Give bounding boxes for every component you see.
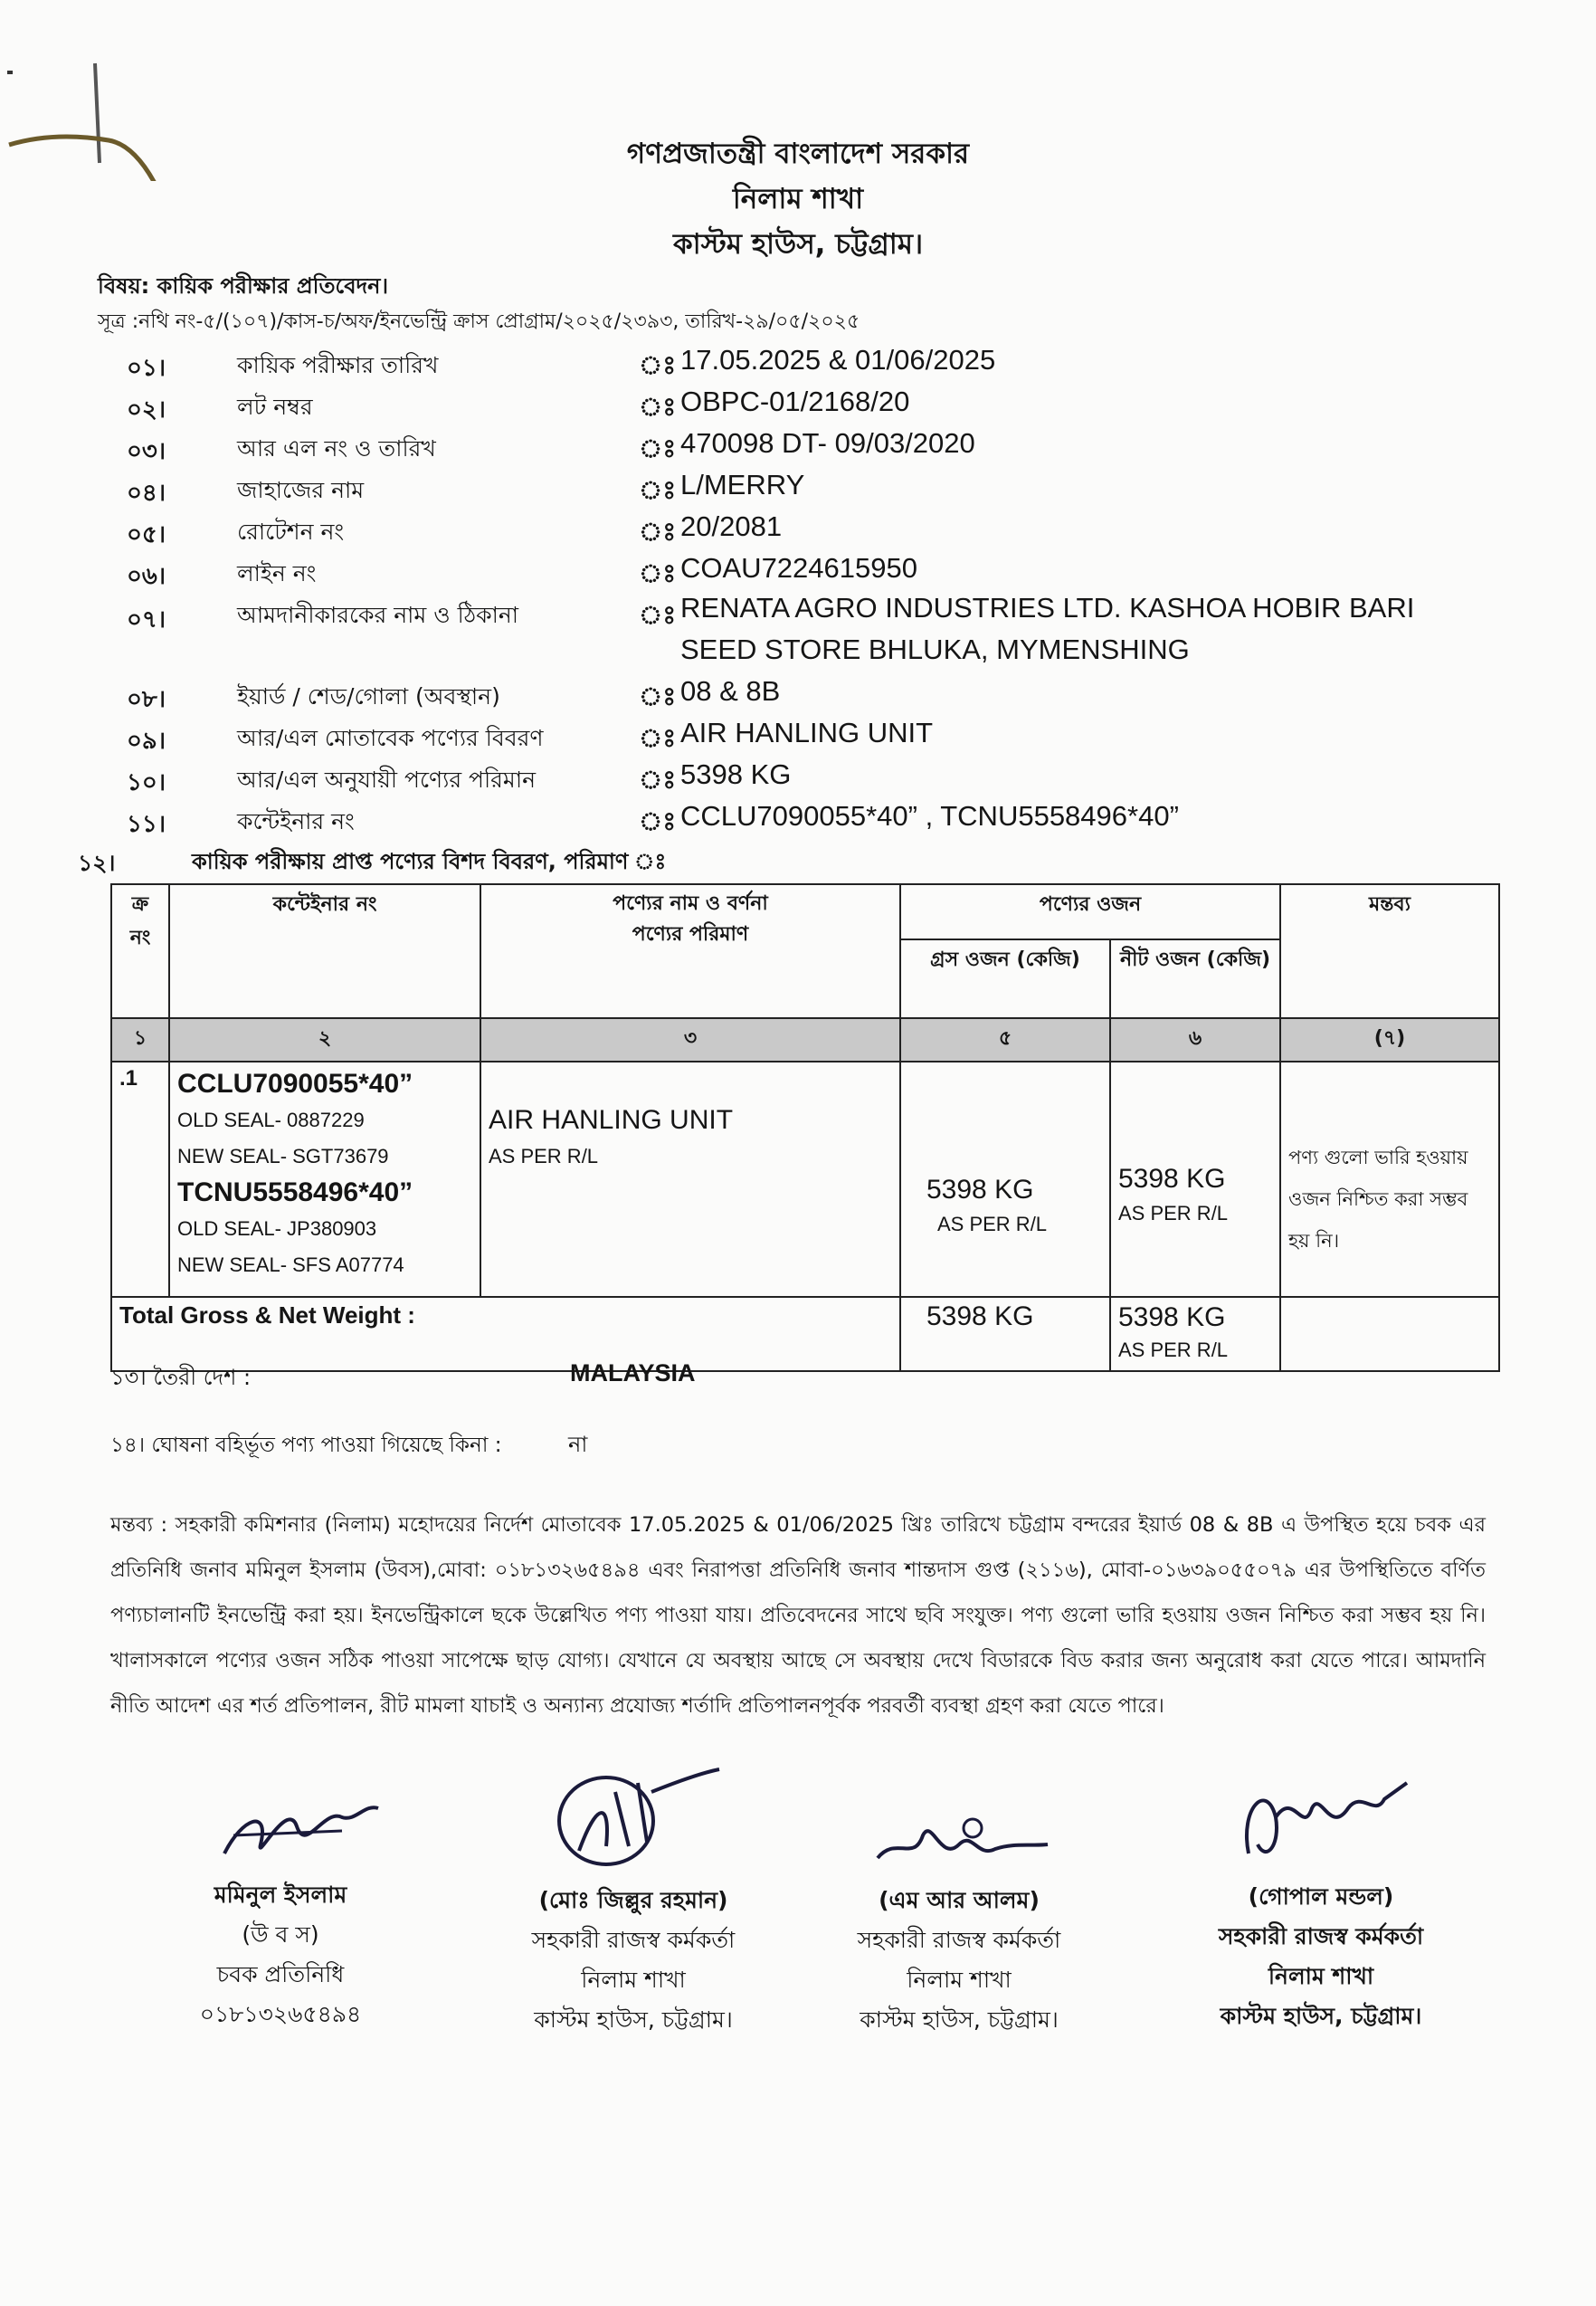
row-sl: .1 (111, 1062, 169, 1297)
container-1-number: CCLU7090055*40” (177, 1069, 413, 1099)
field-number: ১১। (127, 811, 166, 838)
field-value: 5398 KG (680, 758, 792, 790)
field-value: OBPC-01/2168/20 (680, 386, 910, 417)
signatory-line3: নিলাম শাখা (1268, 1963, 1374, 1989)
row-goods (480, 1062, 900, 1297)
goods-name: AIR HANLING UNIT (489, 1105, 734, 1135)
signatory-zillur (470, 1881, 796, 2040)
signatory-line4: কাস্টম হাউস, চট্টগ্রাম। (1220, 2003, 1422, 2029)
signature-alam (869, 1808, 1050, 1881)
net-weight: 5398 KG (1118, 1164, 1226, 1194)
field-colon: ঃ (639, 350, 677, 380)
header-remarks: মন্তব্য (1280, 884, 1499, 1018)
field-number: ১০। (127, 769, 166, 796)
field-number: ০৭। (127, 606, 166, 634)
field-label: ইয়ার্ড / শেড/গোলা (অবস্থান) (237, 683, 500, 710)
field-colon: ঃ (639, 517, 677, 547)
field-colon: ঃ (639, 765, 677, 795)
num-cell: ৫ (900, 1018, 1110, 1062)
govt-title: গণপ্রজাতন্ত্রী বাংলাদেশ সরকার (626, 138, 970, 170)
field-value: RENATA AGRO INDUSTRIES LTD. KASHOA HOBIR BARI (680, 592, 1415, 624)
header-goods (480, 884, 900, 1018)
container-1-new-seal: NEW SEAL- SGT73679 (177, 1145, 389, 1167)
signatory-line3: নিলাম শাখা (907, 1967, 1012, 1993)
field-colon: ঃ (639, 475, 677, 505)
gross-weight: 5398 KG (926, 1175, 1034, 1205)
field-colon: ঃ (639, 392, 677, 422)
header-goods-line1: পণ্যের নাম ও বর্ণনা (613, 892, 768, 915)
total-net-cell (1110, 1297, 1280, 1371)
total-net: 5398 KG (1118, 1302, 1226, 1332)
field-colon: ঃ (639, 806, 677, 836)
container-2-number: TCNU5558496*40” (177, 1177, 413, 1207)
field-number: ০১। (127, 355, 166, 382)
header-gross: গ্রস ওজন (কেজি) (900, 939, 1110, 1018)
section12-label: কায়িক পরীক্ষায় প্রাপ্ত পণ্যের বিশদ বিবরণ, পরিমাণ ঃ (192, 849, 667, 874)
field-number: ০৯। (127, 728, 166, 755)
total-gross: 5398 KG (900, 1297, 1110, 1371)
signatory-line3: চবক প্রতিনিধি (216, 1961, 345, 1987)
field-number: ০৬। (127, 563, 166, 590)
total-net-note: AS PER R/L (1118, 1339, 1229, 1361)
signatory-line2: সহকারী রাজস্ব কর্মকর্তা (531, 1927, 736, 1953)
undeclared-label: ১৪। ঘোষনা বহির্ভূত পণ্য পাওয়া গিয়েছে কিনা : (110, 1434, 502, 1457)
total-remarks (1280, 1297, 1499, 1371)
signatory-name: (এম আর আলম) (879, 1887, 1040, 1913)
origin-label: ১৩। তৈরী দেশ : (110, 1365, 252, 1390)
container-2-new-seal: NEW SEAL- SFS A07774 (177, 1253, 404, 1276)
field-number: ০৩। (127, 438, 166, 465)
signatory-alam (796, 1881, 1122, 2040)
num-cell: ২ (169, 1018, 480, 1062)
field-label: আর/এল অনুযায়ী পণ্যের পরিমান (237, 767, 536, 793)
field-number: ০৮। (127, 686, 166, 713)
field-label: কন্টেইনার নং (237, 808, 355, 834)
signature-zillur (543, 1765, 724, 1882)
row-gross (900, 1062, 1110, 1297)
field-label: আর/এল মোতাবেক পণ্যের বিবরণ (237, 725, 544, 751)
header-goods-line2: পণ্যের পরিমাণ (632, 923, 749, 946)
subject-line: বিষয়: কায়িক পরীক্ষার প্রতিবেদন। (98, 273, 389, 299)
goods-quantity: AS PER R/L (489, 1145, 599, 1167)
field-colon: ঃ (639, 681, 677, 711)
signatory-name: (মোঃ জিল্লুর রহমান) (538, 1887, 728, 1913)
signatory-line2: সহকারী রাজস্ব কর্মকর্তা (857, 1927, 1061, 1953)
table-row (111, 1062, 1499, 1297)
signatory-line4: কাস্টম হাউস, চট্টগ্রাম। (860, 2006, 1059, 2033)
table-total-row (111, 1297, 1499, 1371)
remarks-paragraph: মন্তব্য : সহকারী কমিশনার (নিলাম) মহোদয়ের নির্দেশ মোতাবেক 17.05.2025 & 01/06/2025 খ্রিঃ তারিখে চট্টগ্রাম বন্দরের ইয়ার্ড 08 & 8B এ উপস্থিত হয়ে চবক এর প্রতিনিধি জনাব মমিনুল ইসলাম (উবস),মোবা: ০১৮১৩২৬৫৪৯৪ এবং নিরাপত্তা প্রতিনিধি জনাব শান্তদাস গুপ্ত (২১১৬), মোবা-০১৬৩৯০৫৫০৭৯ এর উপস্থিতিতে বর্ণিত পণ্যচালানটি ইনভেন্ট্রি করা হয়। ইনভেন্ট্রিকালে ছকে উল্লেখিত পণ্য পাওয়া যায়। প্রতিবেদনের সাথে ছবি সংযুক্ত। পণ্য গুলো ভারি হওয়ায় ওজন নিশ্চিত করা সম্ভব হয় নি। খালাসকালে পণ্যের ওজন সঠিক পাওয়া সাপেক্ষে ছাড় যোগ্য। যেখানে যে অবস্থায় আছে সে অবস্থায় দেখে বিডারকে বিড করার জন্য অনুরোধ করা যেতে পারে। আমদানি নীতি আদেশ এর শর্ত প্রতিপালন, রীট মামলা যাচাই ও অন্যান্য প্রযোজ্য শর্তাদি প্রতিপালনপূর্বক পরবর্তী ব্যবস্থা গ্রহণ করা যেতে পারে। (110, 1513, 1486, 1718)
table-number-row (111, 1018, 1499, 1062)
field-colon: ঃ (639, 723, 677, 753)
signatory-name: মমিনুল ইসলাম (214, 1882, 347, 1908)
num-cell: ৬ (1110, 1018, 1280, 1062)
field-number: ০৫। (127, 521, 166, 548)
field-label: আর এল নং ও তারিখ (237, 435, 436, 462)
field-value: 470098 DT- 09/03/2020 (680, 427, 975, 459)
field-label: লট নম্বর (237, 394, 313, 420)
signature-mominul (206, 1781, 387, 1872)
signatory-line4: ০১৮১৩২৬৫৪৯৪ (199, 2001, 362, 2027)
field-colon: ঃ (639, 600, 677, 630)
field-value: COAU7224615950 (680, 552, 917, 584)
field-colon: ঃ (639, 434, 677, 463)
row-remarks: পণ্য গুলো ভারি হওয়ায় ওজন নিশ্চিত করা সম্ভব হয় নি। (1280, 1062, 1499, 1297)
container-1-old-seal: OLD SEAL- 0887229 (177, 1109, 365, 1131)
signature-gopal (1230, 1772, 1411, 1872)
field-number: ০৪। (127, 480, 166, 507)
field-value: L/MERRY (680, 469, 805, 500)
header-net: নীট ওজন (কেজি) (1110, 939, 1280, 1018)
field-label: জাহাজের নাম (237, 477, 365, 503)
field-value: 17.05.2025 & 01/06/2025 (680, 344, 996, 376)
signatory-mominul (163, 1875, 398, 2034)
net-note: AS PER R/L (1118, 1202, 1229, 1224)
field-number: ০২। (127, 396, 166, 424)
row-net (1110, 1062, 1280, 1297)
origin-value: MALAYSIA (570, 1359, 696, 1386)
num-cell: (৭) (1280, 1018, 1499, 1062)
section12-number: ১২। (78, 850, 116, 876)
header-container: কন্টেইনার নং (169, 884, 480, 1018)
field-value-line2: SEED STORE BHLUKA, MYMENSHING (680, 634, 1190, 665)
field-value: AIR HANLING UNIT (680, 717, 934, 748)
field-label: লাইন নং (237, 560, 317, 586)
header-weight: পণ্যের ওজন (900, 884, 1280, 939)
field-label: কায়িক পরীক্ষার তারিখ (237, 352, 439, 378)
num-cell: ৩ (480, 1018, 900, 1062)
undeclared-value: না (568, 1432, 588, 1457)
field-value: 08 & 8B (680, 675, 781, 707)
row-containers (169, 1062, 480, 1297)
signatory-gopal (1149, 1877, 1493, 2036)
field-value: CCLU7090055*40” , TCNU5558496*40” (680, 800, 1179, 832)
office-title: কাস্টম হাউস, চট্টগ্রাম। (672, 228, 924, 261)
total-label: Total Gross & Net Weight : (111, 1297, 900, 1371)
signatory-name: (গোপাল মন্ডল) (1248, 1883, 1394, 1910)
num-cell: ১ (111, 1018, 169, 1062)
gross-note: AS PER R/L (937, 1213, 1048, 1235)
section-title: নিলাম শাখা (732, 183, 864, 215)
field-label: রোটেশন নং (237, 519, 345, 545)
container-2-old-seal: OLD SEAL- JP380903 (177, 1217, 377, 1240)
reference-line: সূত্র :নথি নং-৫/(১০৭)/কাস-চ/অফ/ইনভেন্ট্রি ক্রাস প্রোগ্রাম/২০২৫/২৩৯৩, তারিখ-২৯/০৫/২০২৫ (98, 310, 860, 333)
table-header-row (111, 884, 1499, 939)
signatory-line3: নিলাম শাখা (581, 1967, 686, 1993)
field-colon: ঃ (639, 558, 677, 588)
field-value: 20/2081 (680, 510, 783, 542)
inspection-table (110, 883, 1500, 1372)
signatory-line2: (উ ব স) (242, 1921, 319, 1948)
signatory-line2: সহকারী রাজস্ব কর্মকর্তা (1218, 1923, 1424, 1949)
header-sl: ক্র নং (111, 884, 169, 1018)
field-label: আমদানীকারকের নাম ও ঠিকানা (237, 602, 518, 628)
signatory-line4: কাস্টম হাউস, চট্টগ্রাম। (534, 2006, 733, 2033)
